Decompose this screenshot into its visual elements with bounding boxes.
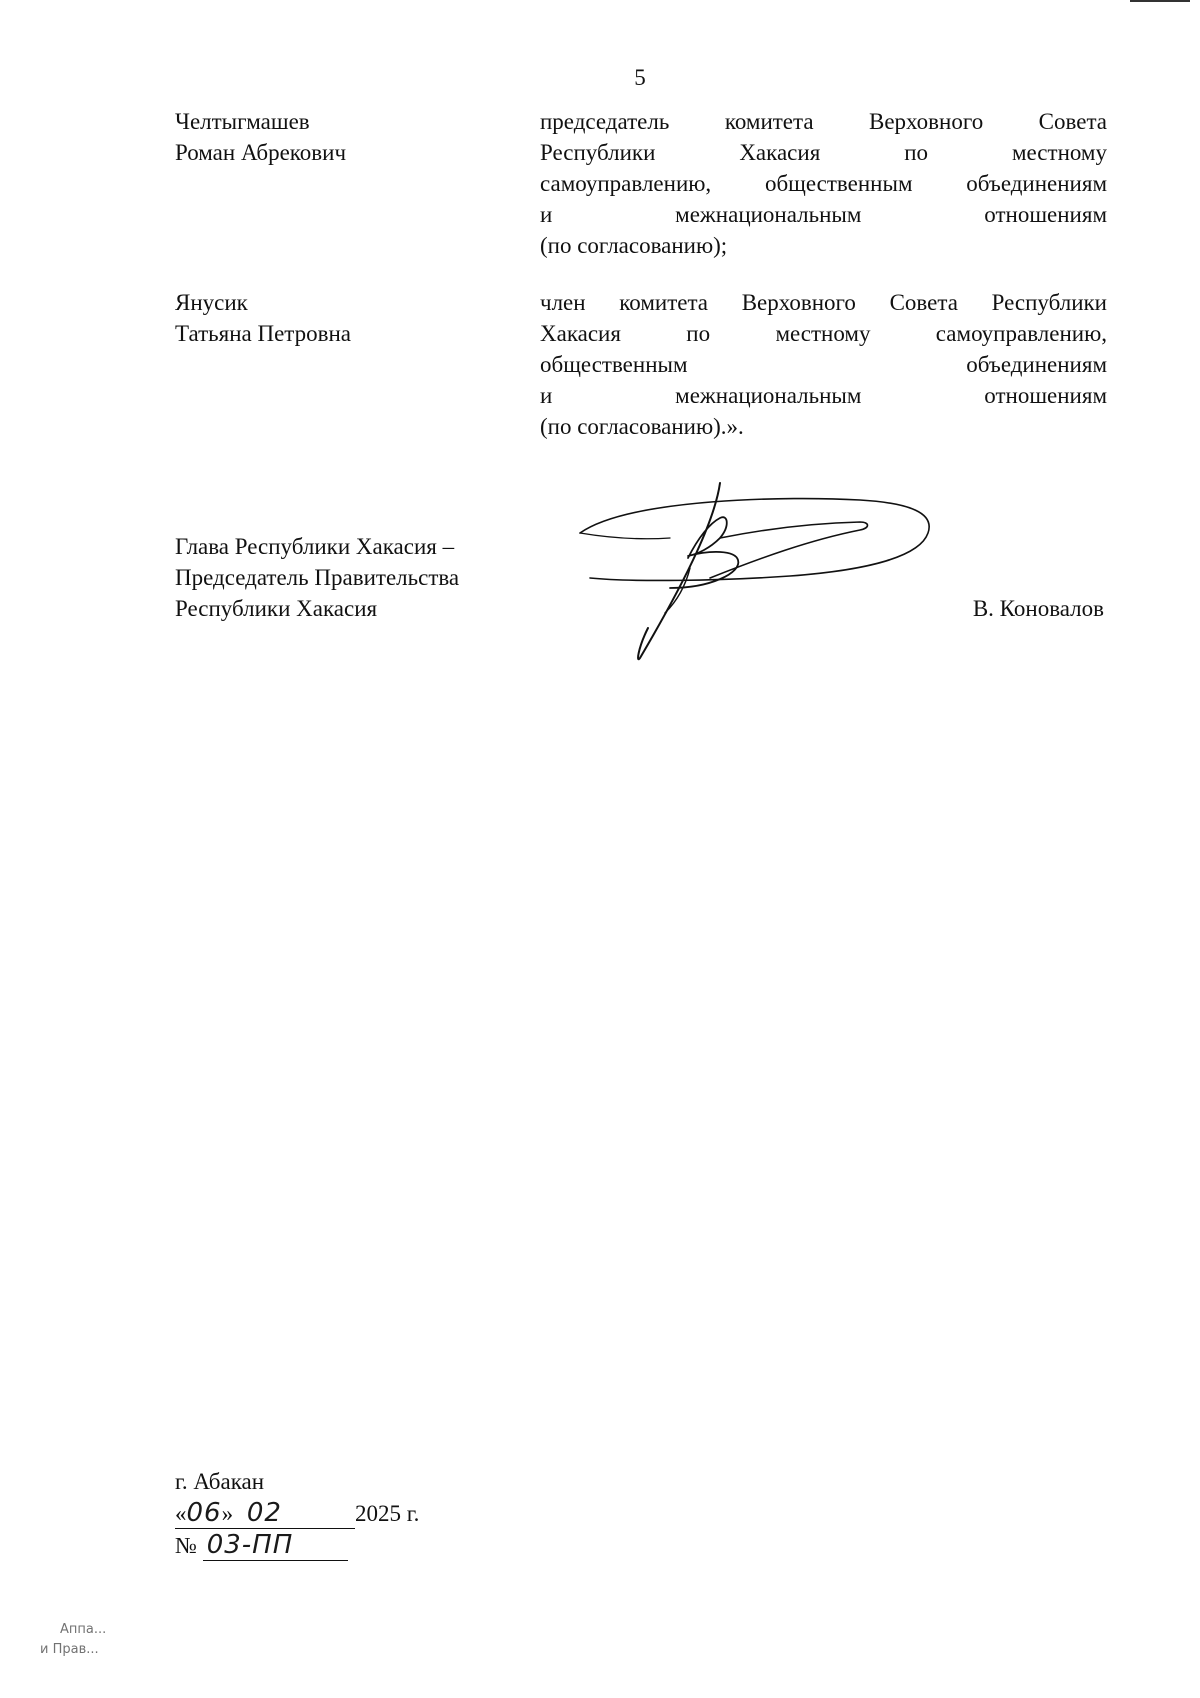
role-line: общественным объединениям	[540, 352, 1107, 377]
date-year: 2025 г.	[355, 1501, 420, 1526]
number-value: 03-ПП	[206, 1530, 294, 1560]
role-line: (по согласованию).».	[540, 414, 744, 439]
scan-edge-mark	[1130, 0, 1190, 2]
page-number: 5	[634, 65, 646, 90]
date-handwritten-field	[175, 1498, 355, 1529]
member-given-name: Татьяна Петровна	[175, 321, 352, 346]
date-line	[175, 1498, 495, 1530]
role-line: и межнациональным отношениям	[540, 202, 1107, 227]
role-line: (по согласованию);	[540, 233, 728, 258]
signatory-title	[175, 531, 535, 624]
role-line: Хакасия по местному самоуправлению,	[540, 321, 1107, 346]
role-line: и межнациональным отношениям	[540, 383, 1107, 408]
member-role-2	[540, 287, 1107, 442]
member-surname: Челтыгмашев	[175, 109, 310, 134]
number-handwritten-field	[203, 1530, 348, 1561]
member-name-1	[175, 106, 515, 168]
role-line: самоуправлению, общественным объединениям	[540, 171, 1107, 196]
city: г. Абакан	[175, 1469, 265, 1494]
city-line	[175, 1466, 495, 1498]
signatory-title-line: Республики Хакасия	[175, 596, 378, 621]
date-day: 06	[186, 1498, 222, 1528]
member-name-2	[175, 287, 515, 349]
signatory-title-line: Председатель Правительства	[175, 565, 460, 590]
date-month: 02	[246, 1498, 282, 1528]
member-role-1	[540, 106, 1107, 261]
stamp-line: и Прав...	[40, 1642, 99, 1657]
handwritten-signature	[570, 478, 940, 668]
office-stamp	[40, 1620, 106, 1660]
role-line: председатель комитета Верховного Совета	[540, 109, 1107, 134]
member-surname: Янусик	[175, 290, 248, 315]
date-close-quote: »	[221, 1501, 234, 1526]
number-line	[175, 1530, 495, 1562]
member-given-name: Роман Абрекович	[175, 140, 347, 165]
role-line: Республики Хакасия по местному	[540, 140, 1107, 165]
document-footer	[175, 1466, 495, 1562]
number-sign: №	[175, 1533, 197, 1558]
role-line: член комитета Верховного Совета Республики	[540, 290, 1107, 315]
signer-name: В. Коновалов	[972, 596, 1104, 621]
stamp-line: Аппа...	[60, 1622, 107, 1637]
date-open-quote: «	[175, 1501, 187, 1526]
signatory-title-line: Глава Республики Хакасия –	[175, 534, 455, 559]
